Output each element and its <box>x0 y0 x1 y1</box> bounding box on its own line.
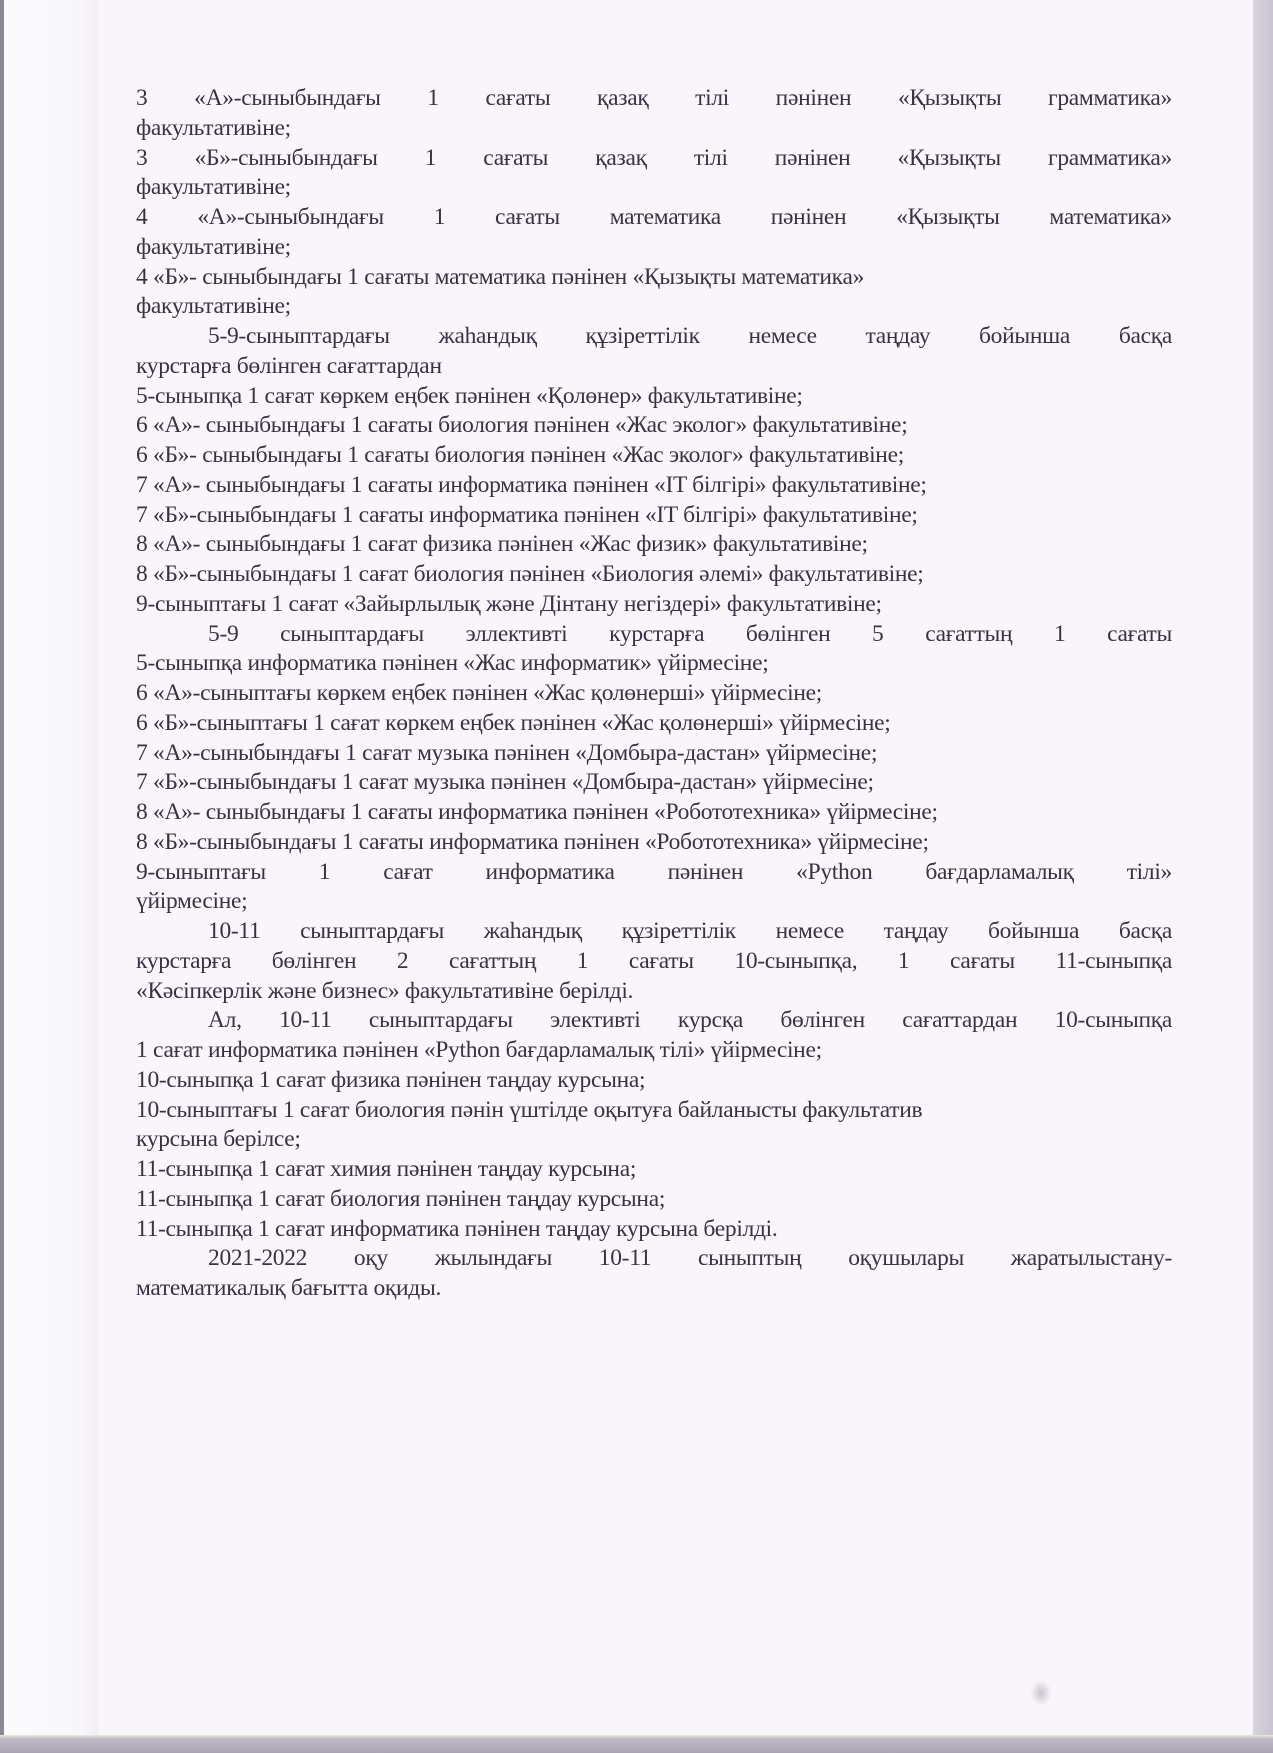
text-line: 8 «Б»-сыныбындағы 1 сағат биология пәнінен «Биология әлемі» факультативіне; <box>136 561 924 587</box>
text-line: 11-сыныпқа 1 сағат биология пәнінен таңдау курсына; <box>136 1185 666 1212</box>
text-line: үйірмесіне; <box>136 888 248 915</box>
scan-left-margin <box>0 0 102 1753</box>
text-line: 5-9-сыныптардағы жаһандық құзіреттілік немесе таңдау бойынша басқа <box>208 323 1172 349</box>
text-line: 6 «Б»- сыныбындағы 1 сағаты биология пәнінен «Жас эколог» факультативіне; <box>136 442 904 468</box>
text-line: 9-сыныптағы 1 сағат информатика пәнінен «Python бағдарламалық тілі» <box>136 858 1172 885</box>
text-line: факультативіне; <box>136 114 291 141</box>
text-line: математикалық бағытта оқиды. <box>136 1275 442 1301</box>
text-line: 7 «Б»-сыныбындағы 1 сағат музыка пәнінен «Домбыра-дастан» үйірмесіне; <box>136 769 874 796</box>
text-line: факультативіне; <box>136 174 291 201</box>
text-line: курстарға бөлінген сағаттардан <box>136 352 442 379</box>
scan-bottom-edge <box>0 1735 1273 1753</box>
text-line: 8 «Б»-сыныбындағы 1 сағаты информатика пәнінен «Робототехника» үйірмесіне; <box>136 828 929 855</box>
text-line: «Кәсіпкерлік және бизнес» факультативіне берілді. <box>136 977 634 1004</box>
text-line: 7 «А»-сыныбындағы 1 сағат музыка пәнінен «Домбыра-дастан» үйірмесіне; <box>136 739 878 766</box>
text-line: курстарға бөлінген 2 сағаттың 1 сағаты 10-сыныпқа, 1 сағаты 11-сыныпқа <box>136 947 1172 974</box>
text-line: 9-сыныптағы 1 сағат «Зайырлылық және Дінтану негіздері» факультативіне; <box>136 590 882 617</box>
text-line: 10-сыныптағы 1 сағат биология пәнін үштілде оқытуға байланысты факультатив <box>136 1096 923 1123</box>
text-line: 8 «А»- сыныбындағы 1 сағат физика пәнінен «Жас физик» факультативіне; <box>136 531 868 558</box>
document-body <box>136 84 1172 1304</box>
text-line: 6 «А»- сыныбындағы 1 сағаты биология пәнінен «Жас эколог» факультативіне; <box>136 412 908 439</box>
text-line: 10-11 сыныптардағы жаһандық құзіреттілік немесе таңдау бойынша басқа <box>208 918 1172 944</box>
paper-smudge <box>1030 1680 1052 1706</box>
text-line: факультативіне; <box>136 293 291 320</box>
text-line: 7 «Б»-сыныбындағы 1 сағаты информатика пәнінен «IT білгірі» факультативіне; <box>136 501 918 528</box>
text-line: курсына берілсе; <box>136 1126 301 1153</box>
text-line: 3 «Б»-сыныбындағы 1 сағаты қазақ тілі пәнінен «Қызықты грамматика» <box>136 144 1172 171</box>
text-line: 3 «А»-сыныбындағы 1 сағаты қазақ тілі пәнінен «Қызықты грамматика» <box>136 85 1172 111</box>
text-line: 1 сағат информатика пәнінен «Python бағдарламалық тілі» үйірмесіне; <box>136 1037 822 1063</box>
text-line: 5-сыныпқа 1 сағат көркем еңбек пәнінен «Қолөнер» факультативіне; <box>136 382 803 409</box>
text-line: 4 «Б»- сыныбындағы 1 сағаты математика пәнінен «Қызықты математика» <box>136 263 865 290</box>
text-line: 7 «А»- сыныбындағы 1 сағаты информатика пәнінен «IT білгірі» факультативіне; <box>136 471 927 498</box>
text-line: 5-сыныпқа информатика пәнінен «Жас информатик» үйірмесіне; <box>136 650 769 677</box>
text-line: 2021-2022 оқу жылындағы 10-11 сыныптың оқушылары жаратылыстану- <box>208 1245 1172 1272</box>
scan-right-edge <box>1253 0 1273 1753</box>
text-line: 6 «А»-сыныптағы көркем еңбек пәнінен «Жас қолөнерші» үйірмесіне; <box>136 680 822 706</box>
text-line: Ал, 10-11 сыныптардағы элективті курсқа бөлінген сағаттардан 10-сыныпқа <box>208 1007 1172 1034</box>
text-line: факультативіне; <box>136 233 291 260</box>
text-line: 4 «А»-сыныбындағы 1 сағаты математика пәнінен «Қызықты математика» <box>136 204 1172 230</box>
text-line: 6 «Б»-сыныптағы 1 сағат көркем еңбек пәнінен «Жас қолөнерші» үйірмесіне; <box>136 709 891 736</box>
text-line: 11-сыныпқа 1 сағат информатика пәнінен таңдау курсына берілді. <box>136 1215 778 1242</box>
text-line: 11-сыныпқа 1 сағат химия пәнінен таңдау курсына; <box>136 1156 637 1182</box>
text-line: 5-9 сыныптардағы эллективті курстарға бөлінген 5 сағаттың 1 сағаты <box>208 620 1172 647</box>
text-line: 10-сыныпқа 1 сағат физика пәнінен таңдау курсына; <box>136 1066 646 1093</box>
text-line: 8 «А»- сыныбындағы 1 сағаты информатика пәнінен «Робототехника» үйірмесіне; <box>136 799 938 825</box>
